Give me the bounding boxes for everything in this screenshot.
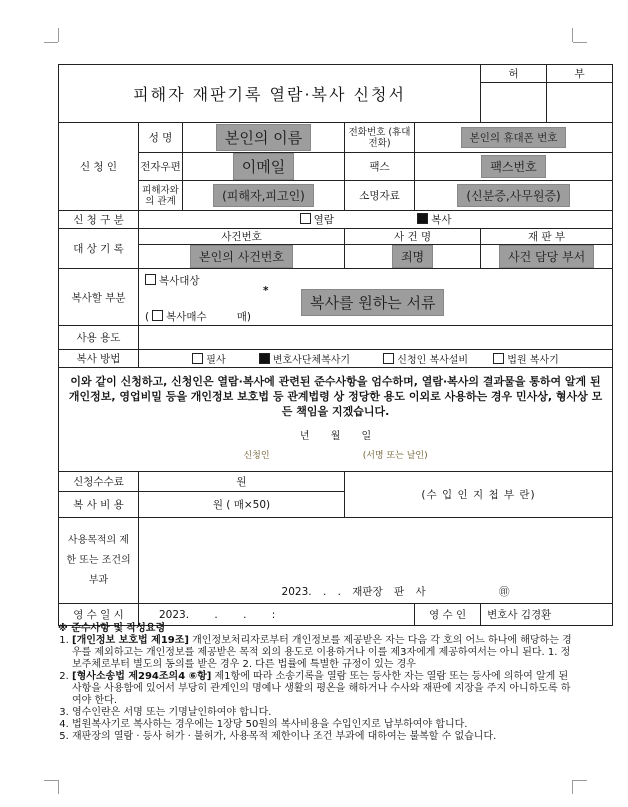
checkbox-unchecked-icon xyxy=(145,274,156,285)
usage-label: 사용 용도 xyxy=(59,326,139,350)
receiver-field[interactable]: 변호사 김경환 xyxy=(481,604,613,626)
approval-deny-label: 부 xyxy=(547,65,613,83)
case-name-label: 사 건 명 xyxy=(345,229,481,245)
email-field[interactable]: 이메일 xyxy=(183,153,345,181)
case-number-field[interactable]: 본인의 사건번호 xyxy=(139,245,345,269)
usage-field[interactable] xyxy=(139,326,613,350)
crop-mark xyxy=(44,780,58,781)
crop-mark xyxy=(572,780,573,794)
application-form xyxy=(58,64,613,626)
asterisk-mark: * xyxy=(263,285,269,297)
restriction-date-line: 2023. . . 재판장 판 사 xyxy=(281,586,426,598)
receipt-date-label: 영 수 일 시 xyxy=(59,604,139,626)
copy-checkbox[interactable]: 복사 xyxy=(417,214,451,226)
receipt-date-field[interactable]: 2023. . . : xyxy=(139,604,415,626)
copy-method-options xyxy=(139,350,613,368)
fee-field[interactable]: 원 xyxy=(139,472,345,492)
note-item: 3. 영수인란은 서명 또는 기명날인하여야 합니다. xyxy=(72,707,572,719)
note-item: 2. [형사소송법 제294조의4 ⑥항] 제1항에 따라 소송기록을 열람 또는 등사한 자는 열람 또는 등사에 의하여 알게 된 사항을 사용함에 있어서 부당히 관계인의 명예나 생활의 평온을 해하거나 수사와 재판에 지장을 주지 아니하도록 하여야 한다. xyxy=(72,671,572,707)
copy-cost-field[interactable]: 원 ( 매×50) xyxy=(139,492,345,518)
fax-field[interactable]: 팩스번호 xyxy=(415,153,613,181)
request-type-options xyxy=(139,211,613,229)
phone-field[interactable]: 본인의 휴대폰 번호 xyxy=(415,123,613,153)
pledge-text: 이와 같이 신청하고, 신청인은 열람·복사에 관련된 준수사항을 엄수하며, 열람·복사의 결과물을 통하여 알게 된 개인정보, 영업비밀 등을 개인정보 보호법 등 관계법령 상 정당한 용도 이외로 사용하는 경우 민사상, 형사상 모든 책임을 지겠습니다. xyxy=(68,375,603,418)
request-type-label: 신 청 구 분 xyxy=(59,211,139,229)
notes-heading: ※ 준수사항 및 작성요령 xyxy=(58,623,166,634)
crop-mark xyxy=(44,42,58,43)
name-field[interactable]: 본인의 이름 xyxy=(183,123,345,153)
relation-label: 피해자와의 관계 xyxy=(139,181,183,211)
case-name-field[interactable]: 죄명 xyxy=(345,245,481,269)
copy-target-checkbox[interactable]: 복사대상 xyxy=(145,273,200,288)
compliance-notes xyxy=(58,623,572,743)
checkbox-checked-icon xyxy=(259,353,270,364)
approval-allow-box[interactable] xyxy=(481,83,547,123)
restriction-label: 사용목적의 제한 또는 조건의 부과 xyxy=(59,518,139,604)
note-item: 5. 재판장의 열람 · 등사 허가 · 불허가, 사용목적 제한이나 조건 부과에 대하여는 불복할 수 없습니다. xyxy=(72,731,572,743)
target-label: 대 상 기 록 xyxy=(59,229,139,269)
checkbox-checked-icon xyxy=(417,213,428,224)
notes-list xyxy=(58,635,572,743)
proof-label: 소명자료 xyxy=(345,181,415,211)
judge-field[interactable]: 사건 담당 부서 xyxy=(481,245,613,269)
crop-mark xyxy=(58,28,59,42)
copy-part-label: 복사할 부분 xyxy=(59,269,139,326)
fee-label: 신청수수료 xyxy=(59,472,139,492)
name-label: 성 명 xyxy=(139,123,183,153)
revenue-stamp-area: (수 입 인 지 첩 부 란) xyxy=(345,472,613,518)
note-item: 4. 법원복사기로 복사하는 경우에는 1장당 50원의 복사비용을 수입인지로 납부하여야 합니다. xyxy=(72,719,572,731)
pledge-date: 년 월 일 xyxy=(299,431,372,442)
method-own-device-checkbox[interactable]: 신청인 복사설비 xyxy=(383,355,468,366)
page-count-field[interactable]: ( 복사매수 매) xyxy=(145,311,251,323)
copy-part-field[interactable] xyxy=(139,269,613,326)
checkbox-unchecked-icon xyxy=(192,353,203,364)
method-lawyer-copier-checkbox[interactable]: 변호사단체복사기 xyxy=(259,355,350,366)
checkbox-unchecked-icon xyxy=(383,353,394,364)
method-handcopy-checkbox[interactable]: 필사 xyxy=(192,355,225,366)
email-label: 전자우편 xyxy=(139,153,183,181)
pledge-signature[interactable]: 신청인 (서명 또는 날인) xyxy=(243,451,428,461)
view-checkbox[interactable]: 열람 xyxy=(300,214,334,226)
form-title: 피해자 재판기록 열람·복사 신청서 xyxy=(59,65,481,123)
proof-field[interactable]: (신분증,사무원증) xyxy=(415,181,613,211)
seal-icon: ㊞ xyxy=(499,586,510,598)
checkbox-unchecked-icon xyxy=(300,213,311,224)
receiver-label: 영 수 인 xyxy=(415,604,481,626)
approval-deny-box[interactable] xyxy=(547,83,613,123)
crop-mark xyxy=(572,28,573,42)
phone-label: 전화번호 (휴대전화) xyxy=(345,123,415,153)
restriction-field[interactable] xyxy=(139,518,613,604)
pledge-section xyxy=(59,368,613,472)
docs-value: 복사를 원하는 서류 xyxy=(301,289,444,316)
judge-label: 재 판 부 xyxy=(481,229,613,245)
checkbox-unchecked-icon xyxy=(493,353,504,364)
case-number-label: 사건번호 xyxy=(139,229,345,245)
method-court-copier-checkbox[interactable]: 법원 복사기 xyxy=(493,355,558,366)
fax-label: 팩스 xyxy=(345,153,415,181)
checkbox-unchecked-icon xyxy=(152,310,163,321)
copy-method-label: 복사 방법 xyxy=(59,350,139,368)
crop-mark xyxy=(58,780,59,794)
crop-mark xyxy=(573,42,587,43)
applicant-section-label: 신 청 인 xyxy=(59,123,139,211)
copy-cost-label: 복 사 비 용 xyxy=(59,492,139,518)
note-item: 1. [개인정보 보호법 제19조] 개인정보처리자로부터 개인정보를 제공받은 자는 다음 각 호의 어느 하나에 해당하는 경우를 제외하고는 개인정보를 제공받은 목적 외의 용도로 이용하거나 이를 제3자에게 제공하여서는 아니 된다. 1. 정보주체로부터 별도의 동의를 받은 경우 2. 다른 법률에 특별한 규정이 있는 경우 xyxy=(72,635,572,671)
approval-allow-label: 허 xyxy=(481,65,547,83)
relation-field[interactable]: (피해자,피고인) xyxy=(183,181,345,211)
crop-mark xyxy=(573,780,587,781)
